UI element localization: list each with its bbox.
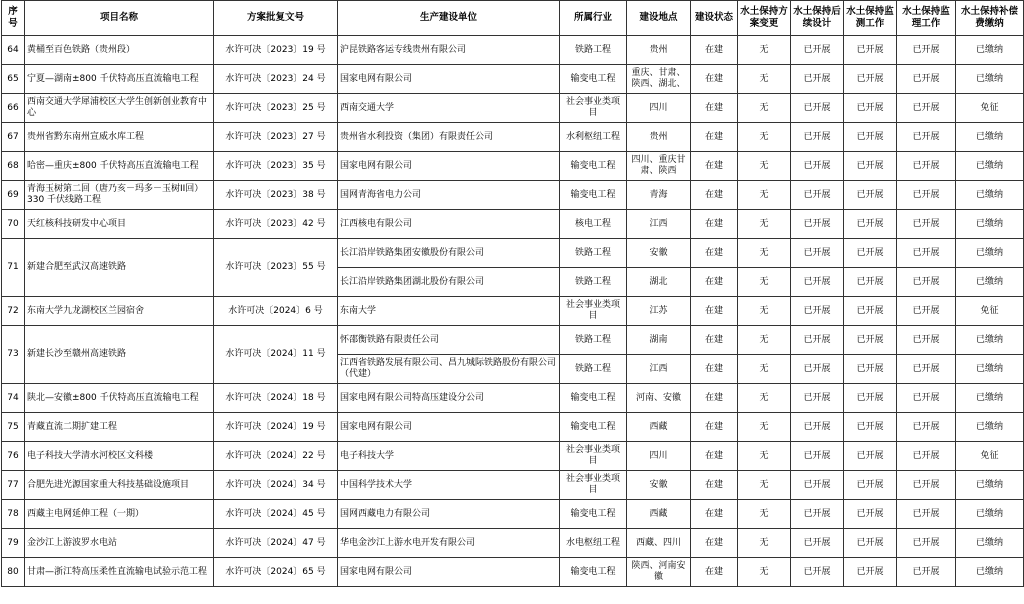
cell-plan-change: 无	[738, 413, 791, 442]
cell-doc: 水许可决〔2023〕19 号	[214, 36, 338, 65]
cell-monitor: 已开展	[844, 181, 897, 210]
cell-doc: 水许可决〔2024〕18 号	[214, 384, 338, 413]
cell-unit: 怀邵衡铁路有限责任公司	[338, 326, 560, 355]
cell-supervise: 已开展	[897, 239, 956, 268]
cell-compensation: 已缴纳	[956, 413, 1024, 442]
cell-status: 在建	[691, 529, 738, 558]
cell-industry: 铁路工程	[560, 326, 627, 355]
cell-doc: 水许可决〔2023〕27 号	[214, 123, 338, 152]
cell-seq: 79	[2, 529, 25, 558]
cell-plan-change: 无	[738, 471, 791, 500]
header-status: 建设状态	[691, 1, 738, 36]
cell-unit: 长江沿岸铁路集团湖北股份有限公司	[338, 268, 560, 297]
cell-unit: 国网西藏电力有限公司	[338, 500, 560, 529]
table-row	[2, 500, 1024, 529]
cell-seq: 69	[2, 181, 25, 210]
cell-doc: 水许可决〔2024〕11 号	[214, 326, 338, 384]
cell-location: 青海	[627, 181, 691, 210]
cell-name: 西藏主电网延伸工程（一期）	[25, 500, 214, 529]
table-row	[2, 471, 1024, 500]
cell-status: 在建	[691, 500, 738, 529]
cell-industry: 输变电工程	[560, 558, 627, 587]
cell-supervise: 已开展	[897, 558, 956, 587]
cell-compensation: 免征	[956, 94, 1024, 123]
cell-industry: 社会事业类项目	[560, 297, 627, 326]
table-row	[2, 239, 1024, 268]
cell-status: 在建	[691, 471, 738, 500]
cell-location: 江西	[627, 210, 691, 239]
cell-compensation: 已缴纳	[956, 326, 1024, 355]
table-row	[2, 181, 1024, 210]
cell-doc: 水许可决〔2024〕65 号	[214, 558, 338, 587]
cell-plan-change: 无	[738, 326, 791, 355]
cell-location: 西藏	[627, 500, 691, 529]
table-row	[2, 210, 1024, 239]
cell-followup: 已开展	[791, 500, 844, 529]
cell-plan-change: 无	[738, 529, 791, 558]
cell-unit: 电子科技大学	[338, 442, 560, 471]
cell-followup: 已开展	[791, 36, 844, 65]
cell-name: 宁夏—湖南±800 千伏特高压直流输电工程	[25, 65, 214, 94]
table-row	[2, 152, 1024, 181]
cell-supervise: 已开展	[897, 355, 956, 384]
table-row	[2, 558, 1024, 587]
cell-name: 新建长沙至赣州高速铁路	[25, 326, 214, 384]
cell-status: 在建	[691, 268, 738, 297]
cell-compensation: 已缴纳	[956, 210, 1024, 239]
cell-location: 四川、重庆甘肃、陕西	[627, 152, 691, 181]
cell-seq: 72	[2, 297, 25, 326]
cell-compensation: 已缴纳	[956, 65, 1024, 94]
cell-compensation: 已缴纳	[956, 123, 1024, 152]
cell-plan-change: 无	[738, 210, 791, 239]
cell-name: 东南大学九龙湖校区兰园宿舍	[25, 297, 214, 326]
table-row	[2, 297, 1024, 326]
cell-industry: 社会事业类项目	[560, 94, 627, 123]
cell-plan-change: 无	[738, 442, 791, 471]
header-location: 建设地点	[627, 1, 691, 36]
cell-location: 四川	[627, 442, 691, 471]
cell-doc: 水许可决〔2024〕19 号	[214, 413, 338, 442]
cell-monitor: 已开展	[844, 355, 897, 384]
cell-monitor: 已开展	[844, 268, 897, 297]
cell-industry: 铁路工程	[560, 268, 627, 297]
cell-status: 在建	[691, 181, 738, 210]
cell-status: 在建	[691, 413, 738, 442]
cell-location: 安徽	[627, 239, 691, 268]
cell-location: 西藏	[627, 413, 691, 442]
cell-supervise: 已开展	[897, 94, 956, 123]
cell-unit: 西南交通大学	[338, 94, 560, 123]
cell-supervise: 已开展	[897, 326, 956, 355]
cell-doc: 水许可决〔2024〕34 号	[214, 471, 338, 500]
header-seq: 序号	[2, 1, 25, 36]
cell-status: 在建	[691, 210, 738, 239]
cell-unit: 东南大学	[338, 297, 560, 326]
cell-compensation: 已缴纳	[956, 239, 1024, 268]
cell-seq: 76	[2, 442, 25, 471]
cell-followup: 已开展	[791, 471, 844, 500]
cell-name: 黄桶至百色铁路（贵州段）	[25, 36, 214, 65]
cell-industry: 铁路工程	[560, 239, 627, 268]
cell-unit: 贵州省水利投资（集团）有限责任公司	[338, 123, 560, 152]
cell-followup: 已开展	[791, 355, 844, 384]
cell-industry: 社会事业类项目	[560, 471, 627, 500]
cell-monitor: 已开展	[844, 384, 897, 413]
cell-followup: 已开展	[791, 94, 844, 123]
cell-compensation: 已缴纳	[956, 500, 1024, 529]
cell-compensation: 免征	[956, 297, 1024, 326]
cell-doc: 水许可决〔2024〕47 号	[214, 529, 338, 558]
header-monitor: 水土保持监测工作	[844, 1, 897, 36]
header-row	[2, 1, 1024, 36]
cell-plan-change: 无	[738, 94, 791, 123]
table-row	[2, 384, 1024, 413]
cell-unit: 江西核电有限公司	[338, 210, 560, 239]
cell-status: 在建	[691, 297, 738, 326]
cell-location: 四川	[627, 94, 691, 123]
cell-followup: 已开展	[791, 297, 844, 326]
cell-supervise: 已开展	[897, 181, 956, 210]
cell-monitor: 已开展	[844, 442, 897, 471]
header-doc: 方案批复文号	[214, 1, 338, 36]
cell-doc: 水许可决〔2024〕6 号	[214, 297, 338, 326]
cell-status: 在建	[691, 123, 738, 152]
table-row	[2, 326, 1024, 355]
cell-unit: 沪昆铁路客运专线贵州有限公司	[338, 36, 560, 65]
table-row	[2, 529, 1024, 558]
cell-name: 甘肃—浙江特高压柔性直流输电试验示范工程	[25, 558, 214, 587]
cell-industry: 输变电工程	[560, 65, 627, 94]
cell-location: 湖北	[627, 268, 691, 297]
header-unit: 生产建设单位	[338, 1, 560, 36]
cell-industry: 输变电工程	[560, 152, 627, 181]
cell-unit: 国家电网有限公司	[338, 413, 560, 442]
cell-seq: 65	[2, 65, 25, 94]
cell-unit: 国家电网有限公司特高压建设分公司	[338, 384, 560, 413]
cell-seq: 77	[2, 471, 25, 500]
cell-followup: 已开展	[791, 123, 844, 152]
cell-supervise: 已开展	[897, 297, 956, 326]
cell-plan-change: 无	[738, 123, 791, 152]
cell-supervise: 已开展	[897, 529, 956, 558]
cell-supervise: 已开展	[897, 152, 956, 181]
cell-industry: 铁路工程	[560, 355, 627, 384]
cell-compensation: 已缴纳	[956, 558, 1024, 587]
cell-doc: 水许可决〔2023〕55 号	[214, 239, 338, 297]
cell-plan-change: 无	[738, 36, 791, 65]
table-row	[2, 36, 1024, 65]
cell-followup: 已开展	[791, 558, 844, 587]
cell-location: 贵州	[627, 36, 691, 65]
cell-industry: 输变电工程	[560, 384, 627, 413]
table-row	[2, 413, 1024, 442]
cell-followup: 已开展	[791, 239, 844, 268]
cell-industry: 水电枢纽工程	[560, 529, 627, 558]
table-row	[2, 442, 1024, 471]
cell-name: 贵州省黔东南州宣威水库工程	[25, 123, 214, 152]
cell-unit: 江西省铁路发展有限公司、昌九城际铁路股份有限公司（代建）	[338, 355, 560, 384]
header-plan-change: 水土保持方案变更	[738, 1, 791, 36]
cell-status: 在建	[691, 36, 738, 65]
header-name: 项目名称	[25, 1, 214, 36]
cell-plan-change: 无	[738, 297, 791, 326]
cell-status: 在建	[691, 94, 738, 123]
cell-location: 安徽	[627, 471, 691, 500]
cell-industry: 核电工程	[560, 210, 627, 239]
cell-supervise: 已开展	[897, 268, 956, 297]
cell-plan-change: 无	[738, 558, 791, 587]
cell-industry: 水利枢纽工程	[560, 123, 627, 152]
cell-plan-change: 无	[738, 268, 791, 297]
cell-seq: 80	[2, 558, 25, 587]
cell-doc: 水许可决〔2023〕35 号	[214, 152, 338, 181]
cell-monitor: 已开展	[844, 529, 897, 558]
cell-industry: 社会事业类项目	[560, 442, 627, 471]
cell-compensation: 已缴纳	[956, 471, 1024, 500]
project-table	[1, 0, 1024, 587]
cell-unit: 国网青海省电力公司	[338, 181, 560, 210]
cell-compensation: 已缴纳	[956, 268, 1024, 297]
cell-location: 湖南	[627, 326, 691, 355]
cell-monitor: 已开展	[844, 239, 897, 268]
cell-seq: 74	[2, 384, 25, 413]
cell-followup: 已开展	[791, 442, 844, 471]
cell-seq: 68	[2, 152, 25, 181]
cell-compensation: 已缴纳	[956, 384, 1024, 413]
cell-monitor: 已开展	[844, 210, 897, 239]
cell-monitor: 已开展	[844, 123, 897, 152]
cell-location: 贵州	[627, 123, 691, 152]
cell-followup: 已开展	[791, 384, 844, 413]
cell-location: 江苏	[627, 297, 691, 326]
cell-compensation: 已缴纳	[956, 355, 1024, 384]
header-compensation: 水土保持补偿费缴纳	[956, 1, 1024, 36]
cell-name: 合肥先进光源国家重大科技基础设施项目	[25, 471, 214, 500]
cell-monitor: 已开展	[844, 297, 897, 326]
cell-name: 西南交通大学犀浦校区大学生创新创业教育中心	[25, 94, 214, 123]
cell-name: 新建合肥至武汉高速铁路	[25, 239, 214, 297]
cell-compensation: 已缴纳	[956, 181, 1024, 210]
cell-supervise: 已开展	[897, 442, 956, 471]
header-supervise: 水土保持监理工作	[897, 1, 956, 36]
cell-status: 在建	[691, 152, 738, 181]
cell-status: 在建	[691, 384, 738, 413]
cell-monitor: 已开展	[844, 558, 897, 587]
cell-doc: 水许可决〔2024〕45 号	[214, 500, 338, 529]
cell-followup: 已开展	[791, 210, 844, 239]
cell-status: 在建	[691, 442, 738, 471]
cell-unit: 国家电网有限公司	[338, 152, 560, 181]
cell-seq: 70	[2, 210, 25, 239]
table-body	[2, 36, 1024, 587]
cell-status: 在建	[691, 239, 738, 268]
cell-plan-change: 无	[738, 152, 791, 181]
cell-unit: 长江沿岸铁路集团安徽股份有限公司	[338, 239, 560, 268]
table-row	[2, 65, 1024, 94]
cell-location: 河南、安徽	[627, 384, 691, 413]
cell-monitor: 已开展	[844, 152, 897, 181]
cell-seq: 78	[2, 500, 25, 529]
cell-industry: 输变电工程	[560, 413, 627, 442]
cell-compensation: 免征	[956, 442, 1024, 471]
cell-plan-change: 无	[738, 355, 791, 384]
cell-monitor: 已开展	[844, 36, 897, 65]
cell-followup: 已开展	[791, 413, 844, 442]
cell-location: 陕西、河南安徽	[627, 558, 691, 587]
cell-supervise: 已开展	[897, 210, 956, 239]
cell-seq: 71	[2, 239, 25, 297]
cell-status: 在建	[691, 558, 738, 587]
cell-name: 天红核科技研发中心项目	[25, 210, 214, 239]
cell-location: 江西	[627, 355, 691, 384]
cell-supervise: 已开展	[897, 36, 956, 65]
cell-supervise: 已开展	[897, 500, 956, 529]
cell-plan-change: 无	[738, 239, 791, 268]
cell-unit: 中国科学技术大学	[338, 471, 560, 500]
cell-followup: 已开展	[791, 152, 844, 181]
cell-supervise: 已开展	[897, 123, 956, 152]
cell-supervise: 已开展	[897, 384, 956, 413]
cell-plan-change: 无	[738, 181, 791, 210]
cell-monitor: 已开展	[844, 471, 897, 500]
cell-location: 西藏、四川	[627, 529, 691, 558]
cell-name: 电子科技大学清水河校区文科楼	[25, 442, 214, 471]
cell-status: 在建	[691, 355, 738, 384]
cell-seq: 66	[2, 94, 25, 123]
cell-supervise: 已开展	[897, 471, 956, 500]
cell-monitor: 已开展	[844, 94, 897, 123]
cell-monitor: 已开展	[844, 65, 897, 94]
cell-status: 在建	[691, 65, 738, 94]
cell-unit: 华电金沙江上游水电开发有限公司	[338, 529, 560, 558]
header-followup: 水土保持后续设计	[791, 1, 844, 36]
cell-seq: 64	[2, 36, 25, 65]
cell-monitor: 已开展	[844, 413, 897, 442]
cell-followup: 已开展	[791, 65, 844, 94]
cell-plan-change: 无	[738, 500, 791, 529]
cell-seq: 73	[2, 326, 25, 384]
cell-followup: 已开展	[791, 326, 844, 355]
cell-industry: 铁路工程	[560, 36, 627, 65]
cell-plan-change: 无	[738, 384, 791, 413]
cell-followup: 已开展	[791, 181, 844, 210]
cell-unit: 国家电网有限公司	[338, 65, 560, 94]
cell-name: 青藏直流二期扩建工程	[25, 413, 214, 442]
cell-doc: 水许可决〔2023〕38 号	[214, 181, 338, 210]
cell-doc: 水许可决〔2024〕22 号	[214, 442, 338, 471]
cell-monitor: 已开展	[844, 326, 897, 355]
table-row	[2, 94, 1024, 123]
cell-monitor: 已开展	[844, 500, 897, 529]
cell-doc: 水许可决〔2023〕42 号	[214, 210, 338, 239]
cell-name: 哈密—重庆±800 千伏特高压直流输电工程	[25, 152, 214, 181]
cell-location: 重庆、甘肃、陕西、湖北、	[627, 65, 691, 94]
cell-supervise: 已开展	[897, 413, 956, 442]
cell-followup: 已开展	[791, 529, 844, 558]
cell-compensation: 已缴纳	[956, 529, 1024, 558]
table-row	[2, 123, 1024, 152]
cell-industry: 输变电工程	[560, 181, 627, 210]
cell-followup: 已开展	[791, 268, 844, 297]
header-industry: 所属行业	[560, 1, 627, 36]
cell-supervise: 已开展	[897, 65, 956, 94]
cell-industry: 输变电工程	[560, 500, 627, 529]
cell-name: 青海玉树第二回（唐乃亥－玛多－玉树II回）330 千伏线路工程	[25, 181, 214, 210]
cell-unit: 国家电网有限公司	[338, 558, 560, 587]
cell-plan-change: 无	[738, 65, 791, 94]
cell-status: 在建	[691, 326, 738, 355]
cell-seq: 67	[2, 123, 25, 152]
cell-name: 陕北—安徽±800 千伏特高压直流输电工程	[25, 384, 214, 413]
cell-doc: 水许可决〔2023〕24 号	[214, 65, 338, 94]
cell-seq: 75	[2, 413, 25, 442]
cell-compensation: 已缴纳	[956, 36, 1024, 65]
cell-doc: 水许可决〔2023〕25 号	[214, 94, 338, 123]
cell-compensation: 已缴纳	[956, 152, 1024, 181]
cell-name: 金沙江上游波罗水电站	[25, 529, 214, 558]
